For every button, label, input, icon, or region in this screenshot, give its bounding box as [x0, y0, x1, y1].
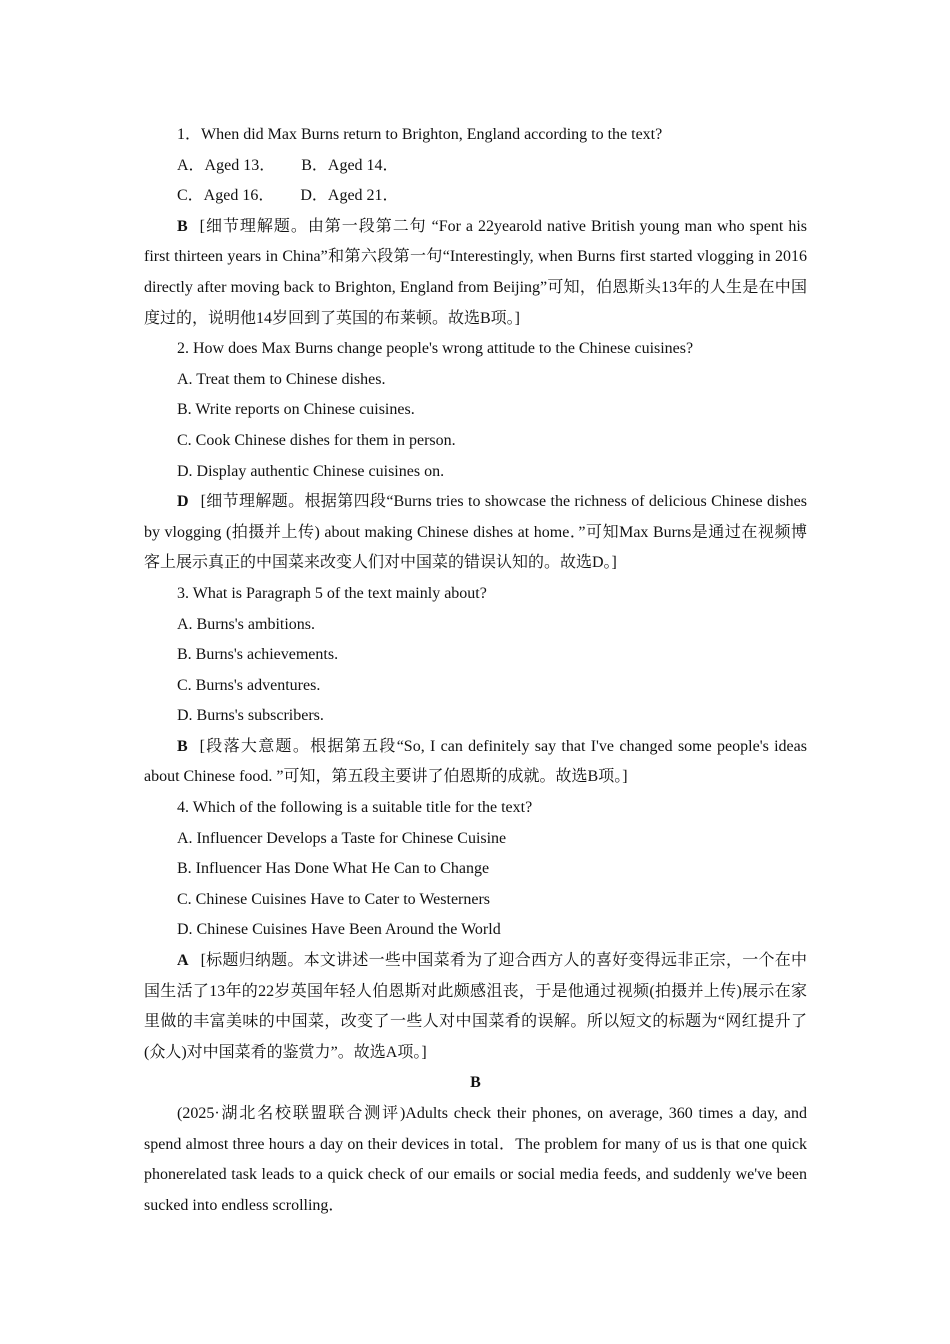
- q1-option-b: B．Aged 14．: [301, 156, 399, 174]
- q1-option-c: C．Aged 16．: [177, 187, 275, 205]
- question-2-stem: 2. How does Max Burns change people's wrong attitude to the Chinese cuisines?: [177, 340, 694, 358]
- q3-explanation: [段落大意题。根据第五段“So, I can definitely say that I've changed some people's ideas about Chinese food. ”可知，第五段主要讲了伯恩斯的成就。故选B项。]: [144, 737, 807, 786]
- question-1-stem: 1．When did Max Burns return to Brighton, England according to the text?: [177, 126, 663, 143]
- q2-option-d: D. Display authentic Chinese cuisines on.: [177, 462, 445, 480]
- question-2-answer: [144, 487, 807, 579]
- question-1-options-ab: [144, 151, 807, 182]
- q2-option-a: A. Treat them to Chinese dishes.: [177, 370, 386, 388]
- q4-answer-letter: A: [177, 952, 189, 970]
- section-b-intro-paragraph: (2025·湖北名校联盟联合测评)Adults check their phones, on average, 360 times a day, and spend almost three hours a day on their devices in total．The problem for many of us is that one quick phonerelated task leads to a quick check of our emails or social media feeds, and suddenly we've been sucked into endless scrolling．: [144, 1105, 807, 1214]
- q4-option-c: C. Chinese Cuisines Have to Cater to Westerners: [177, 890, 491, 908]
- q2-option-c: C. Cook Chinese dishes for them in person.: [177, 431, 456, 449]
- q1-answer-letter: B: [177, 217, 188, 235]
- q2-option-b: B. Write reports on Chinese cuisines.: [177, 401, 415, 419]
- question-3-answer: [144, 732, 807, 793]
- q3-option-c: C. Burns's adventures.: [177, 676, 321, 694]
- q4-explanation: [标题归纳题。本文讲述一些中国菜肴为了迎合西方人的喜好变得远非正宗，一个在中国生活了13年的22岁英国年轻人伯恩斯对此颇感沮丧，于是他通过视频(拍摄并上传)展示在家里做的丰富美味的中国菜，改变了一些人对中国菜肴的误解。所以短文的标题为“网红提升了(众人)对中国菜肴的鉴赏力”。故选A项。]: [144, 952, 807, 1061]
- q2-explanation: [细节理解题。根据第四段“Burns tries to showcase the richness of delicious Chinese dishes by vlogging (拍摄并上传) about making Chinese dishes at home．”可知Max Burns是通过在视频博客上展示真正的中国菜来改变人们对中国菜的错误认知的。故选D。]: [144, 493, 807, 572]
- section-b-heading: B: [470, 1074, 481, 1092]
- q3-option-a: A. Burns's ambitions.: [177, 615, 315, 633]
- question-4-answer: [144, 946, 807, 1068]
- q4-option-b: B. Influencer Has Done What He Can to Change: [177, 860, 490, 878]
- question-3-stem: 3. What is Paragraph 5 of the text mainly about?: [177, 584, 487, 602]
- q1-explanation: [细节理解题。由第一段第二句 “For a 22yearold native British young man who spent his first thirteen years in China”和第六段第一句“Interestingly, when Burns first started vlogging in 2016 directly after moving back to Brighton, England from Beijing”可知，伯恩斯头13年的人生是在中国度过的，说明他14岁回到了英国的布莱顿。故选B项。]: [144, 217, 807, 327]
- q4-option-d: D. Chinese Cuisines Have Been Around the World: [177, 921, 501, 939]
- question-1-answer: [144, 212, 807, 334]
- question-1-options-cd: [144, 181, 807, 212]
- q3-answer-letter: B: [177, 737, 188, 755]
- q3-option-b: B. Burns's achievements.: [177, 646, 339, 664]
- q3-option-d: D. Burns's subscribers.: [177, 707, 324, 725]
- q2-answer-letter: D: [177, 493, 189, 511]
- question-4-stem: 4. Which of the following is a suitable title for the text?: [177, 799, 533, 817]
- q1-option-d: D．Aged 21．: [300, 187, 399, 205]
- document-page: [144, 120, 807, 1221]
- q1-option-a: A．Aged 13．: [177, 156, 276, 174]
- q4-option-a: A. Influencer Develops a Taste for Chinese Cuisine: [177, 829, 507, 847]
